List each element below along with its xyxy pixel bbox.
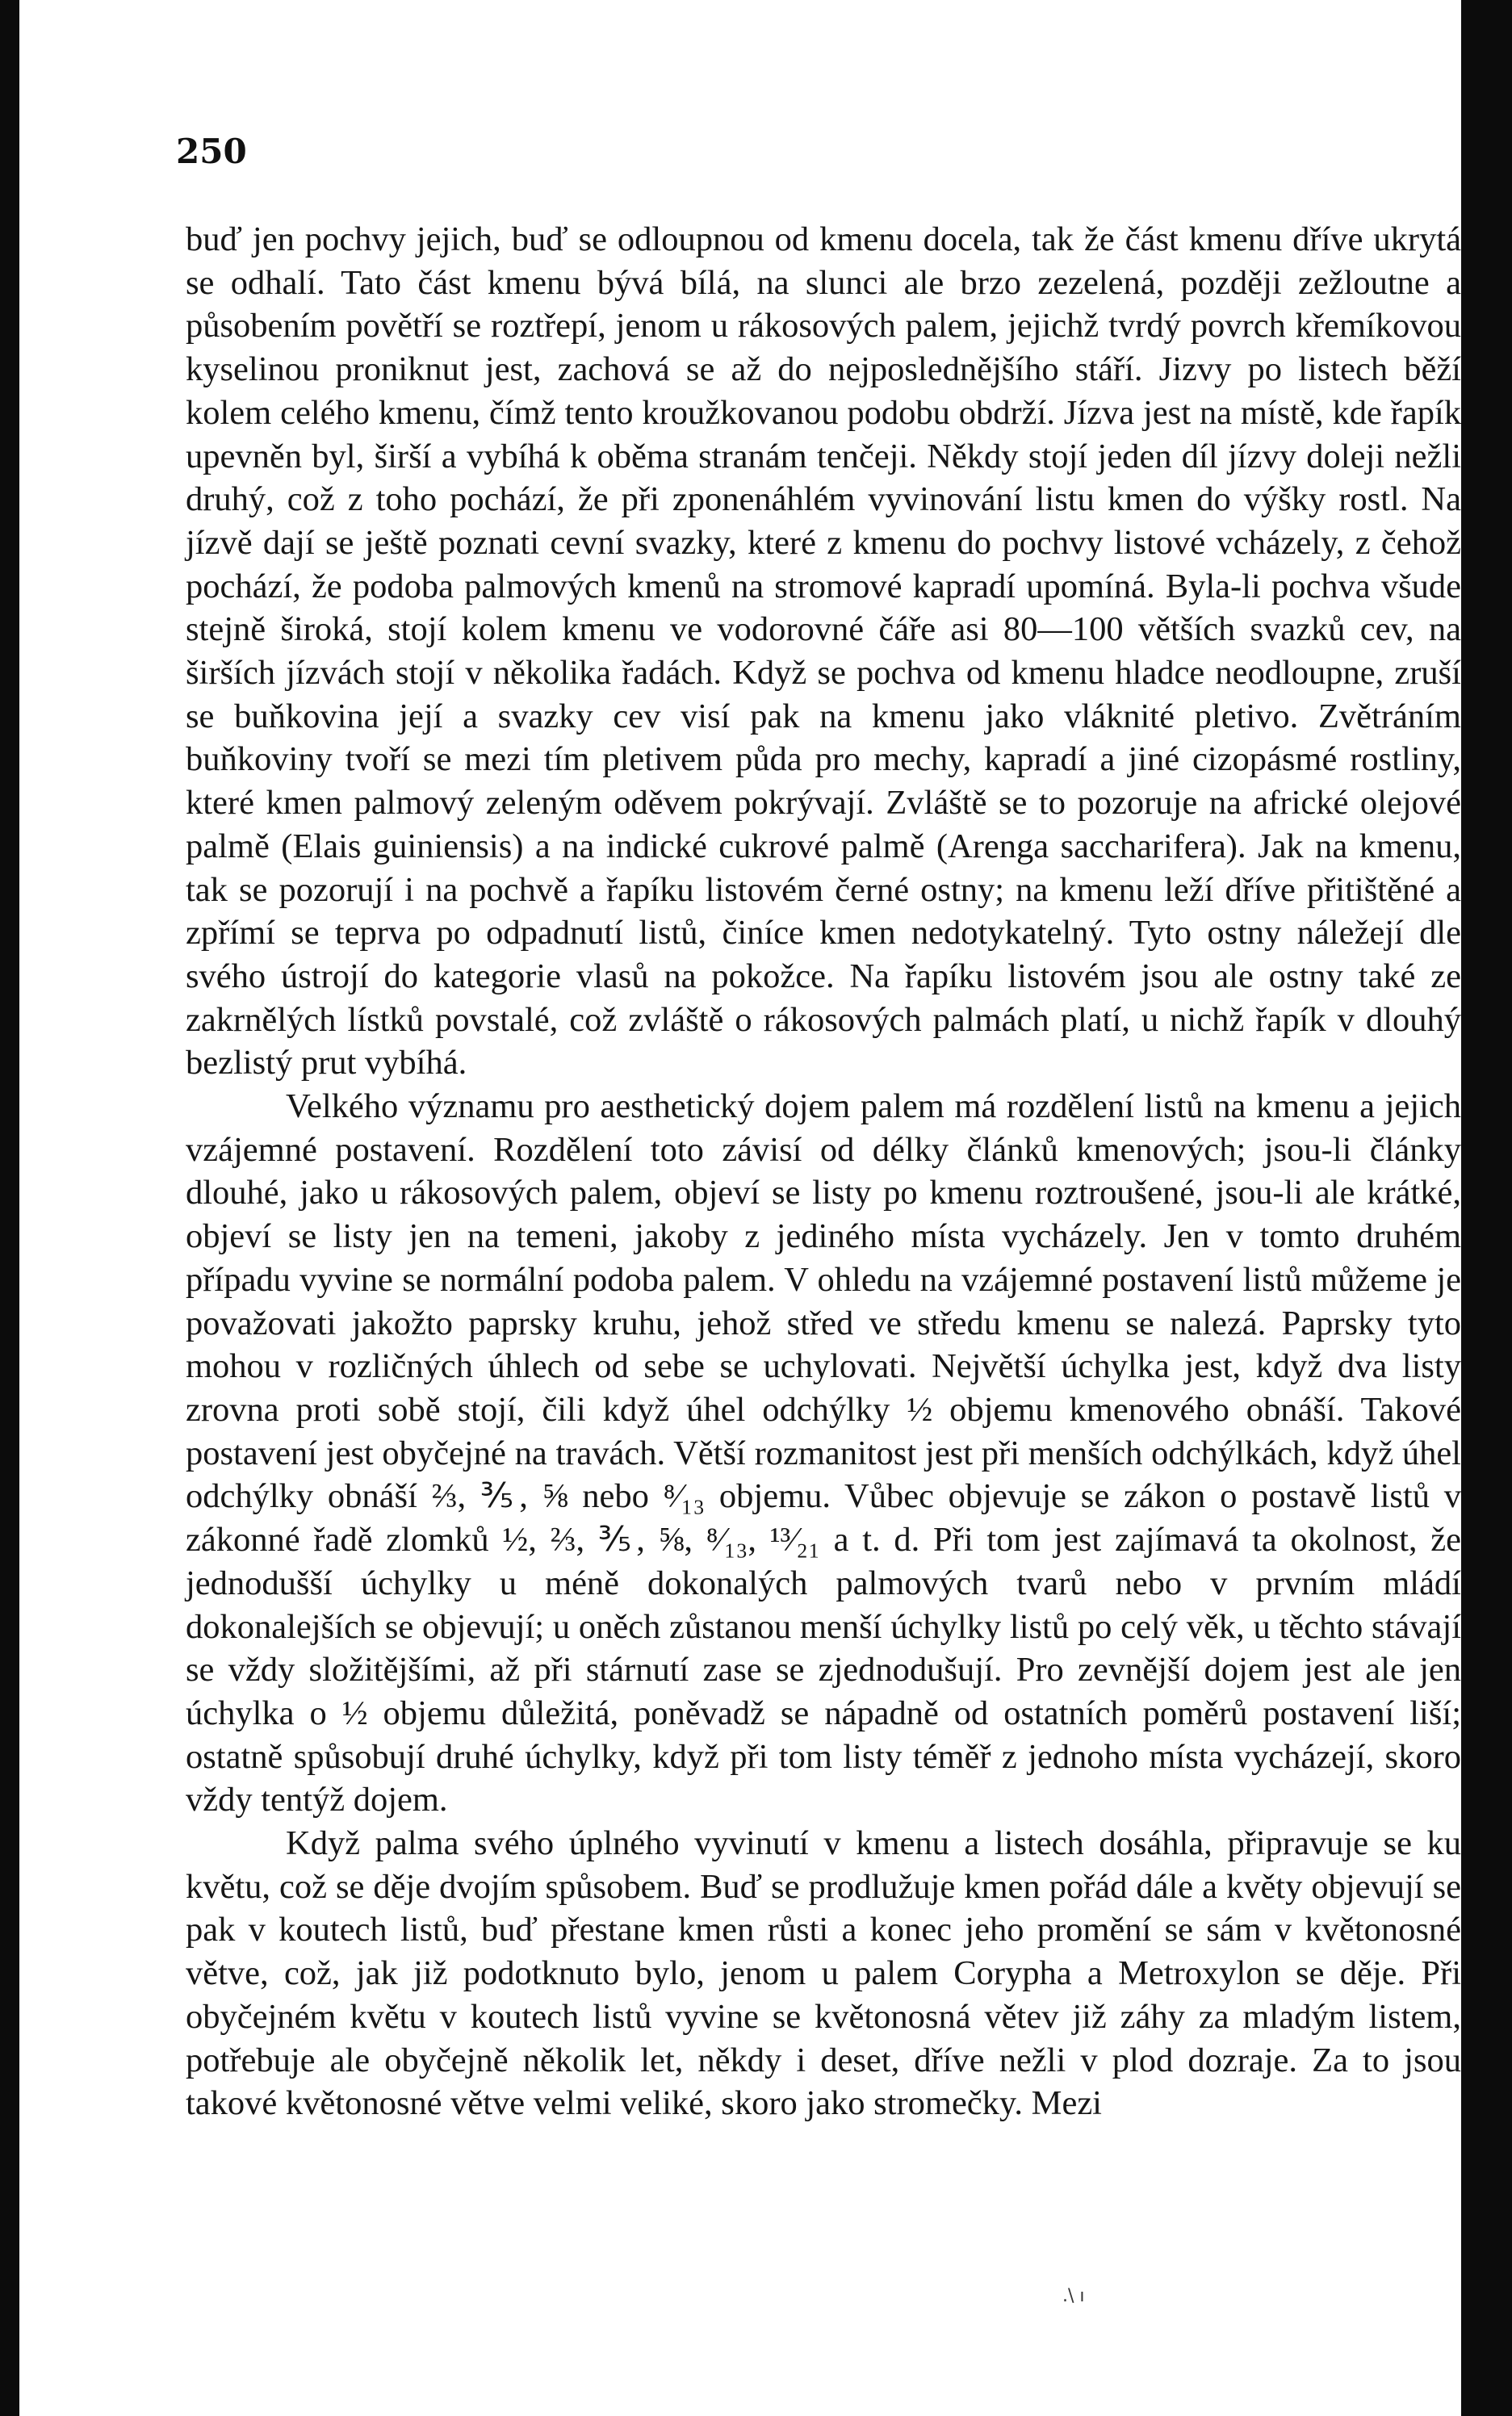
scan-artifact-mark: .\ ı (1062, 2286, 1085, 2306)
paragraph-3: Když palma svého úplného vyvinutí v kmenu a listech dosáhla, připravuje se ku květu, což se děje dvojím spůsobem. Buď se prodlužuje kmen pořád dále a květy objevují se pak v koutech listů, buď přestane kmen růsti a konec jeho promění se sám v květonosné větve, což, jak již podotknuto bylo, jenom u palem Corypha a Metroxylon se děje. Při obyčejném květu v koutech listů vyvine se květonosná větev již záhy za mladým listem, potřebuje ale obyčejně několik let, někdy i deset, dříve nežli v plod dozraje. Za to jsou takové květonosné větve velmi veliké, skoro jako stromečky. Mezi (186, 1824, 1461, 2123)
body-text (186, 218, 1461, 2125)
scanned-page (19, 0, 1461, 2416)
paragraph-2: Velkého významu pro aesthetický dojem palem má rozdělení listů na kmenu a jejich vzájemné postavení. Rozdělení toto závisí od délky článků kmenových; jsou-li články dlouhé, jako u rákosových palem, objeví se listy po kmenu roztroušené, jsou-li ale krátké, objeví se listy jen na temeni, jakoby z jediného místa vycházely. Jen v tomto druhém případu vyvine se normální podoba palem. V ohledu na vzájemné postavení listů můžeme je považovati jakožto paprsky kruhu, jehož střed ve středu kmenu se nalezá. Paprsky tyto mohou v rozličných úhlech od sebe se uchylovati. Největší úchylka jest, když dva listy zrovna proti sobě stojí, čili když úhel odchýlky ½ objemu kmenového obnáší. Takové postavení jest obyčejné na travách. Větší rozmanitost jest při menších odchýlkách, když úhel odchýlky obnáší ⅔, ⅗, ⅝ nebo ⁸⁄₁₃ objemu. Vůbec objevuje se zákon o postavě listů v zákonné řadě zlomků ½, ⅔, ⅗, ⅝, ⁸⁄₁₃, ¹³⁄₂₁ a t. d. Při tom jest zajímavá ta okolnost, že jednodušší úchylky u méně dokonalých palmových tvarů nebo v prvním mládí dokonalejších se objevují; u oněch zůstanou menší úchylky listů po celý věk, u těchto stávají se vždy složitějšími, až při stárnutí zase se zjednodušují. Pro zevnější dojem jest ale jen úchylka o ½ objemu důležitá, poněvadž se nápadně od ostatních poměrů postavení liší; ostatně spůsobují druhé úchylky, když při tom listy téměř z jednoho místa vycházejí, skoro vždy tentýž dojem. (186, 1087, 1461, 1819)
paragraph-1: buď jen pochvy jejich, buď se odloupnou od kmenu docela, tak že část kmenu dříve ukrytá se odhalí. Tato část kmenu bývá bílá, na slunci ale brzo zezelená, později zežloutne a působením povětří se roztřepí, jenom u rákosových palem, jejichž tvrdý povrch křemíkovou kyselinou proniknut jest, zachová se až do nejposlednějšího stáří. Jizvy po listech běží kolem celého kmenu, čímž tento kroužkovanou podobu obdrží. Jízva jest na místě, kde řapík upevněn byl, širší a vybíhá k oběma stranám tenčeji. Někdy stojí jeden díl jízvy doleji nežli druhý, což z toho pochází, že při zponenáhlém vyvinování listu kmen do výšky rostl. Na jízvě dají se ještě poznati cevní svazky, které z kmenu do pochvy listové vcházely, z čehož pochází, že podoba palmových kmenů na stromové kapradí upomíná. Byla-li pochva všude stejně široká, stojí kolem kmenu ve vodorovné čáře asi 80—100 větších svazků cev, na širších jízvách stojí v několika řadách. Když se pochva od kmenu hladce neodloupne, zruší se buňkovina její a svazky cev visí pak na kmenu jako vláknité pletivo. Zvětráním buňkoviny tvoří se mezi tím pletivem půda pro mechy, kapradí a jiné cizopásmé rostliny, které kmen palmový zeleným oděvem pokrývají. Zvláště se to pozoruje na africké olejové palmě (Elais guiniensis) a na indické cukrové palmě (Arenga saccharifera). Jak na kmenu, tak se pozorují i na pochvě a řapíku listovém černé ostny; na kmenu leží dříve přitištěné a zpřímí se teprva po odpadnutí listů, činíce kmen nedotykatelný. Tyto ostny náležejí dle svého ústrojí do kategorie vlasů na pokožce. Na řapíku listovém jsou ale ostny také ze zakrnělých lístků povstalé, což zvláště o rákosových palmách platí, u nichž řapík v dlouhý bezlistý prut vybíhá. (186, 220, 1461, 1082)
page-number: 250 (176, 132, 247, 171)
